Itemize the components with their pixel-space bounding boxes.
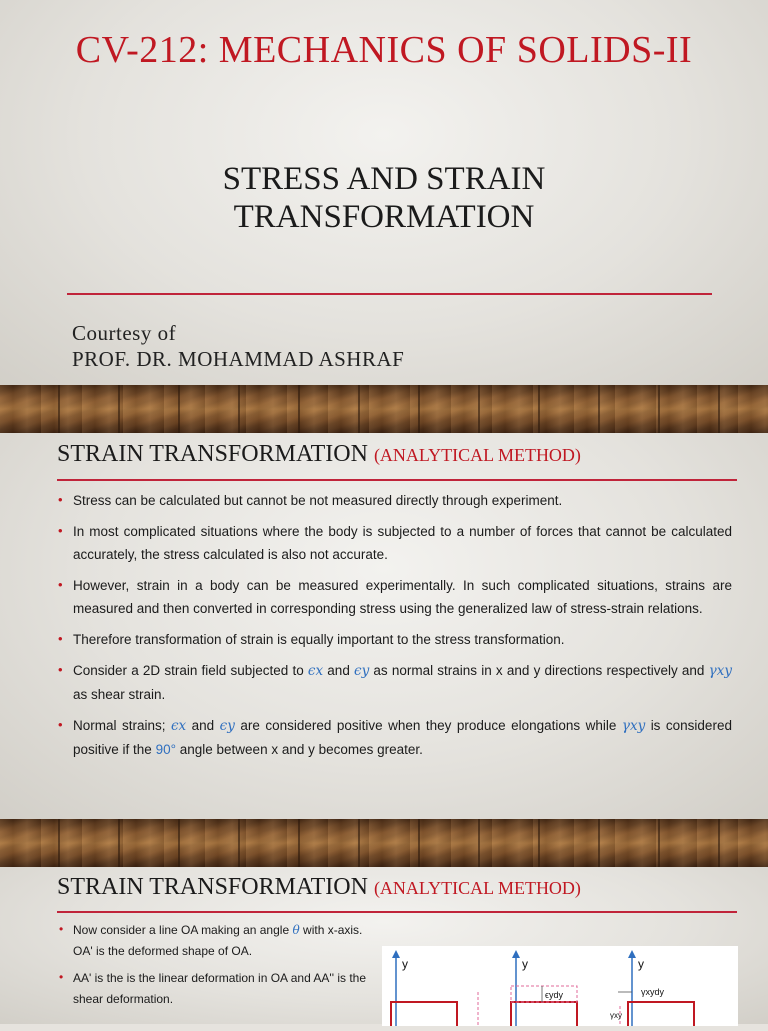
bullet-dot-icon: • (58, 523, 63, 538)
list-item: • In most complicated situations where the body is subjected to a number of forces that cannot be calculated accurately, the stress calculated is also not accurate. (73, 520, 732, 566)
course-title: CV-212: MECHANICS OF SOLIDS-II (75, 29, 693, 71)
symbol-eps-x: ϵx (307, 663, 324, 679)
strain-deformation-figure (382, 946, 738, 1026)
lecture-title-line1: STRESS AND STRAIN (222, 161, 546, 197)
gamma-label: γxy (610, 1011, 622, 1020)
slide2-divider (57, 479, 737, 481)
axis-y-label-2: y (522, 957, 528, 971)
title-slide (0, 0, 768, 385)
symbol-theta: θ (292, 923, 300, 937)
title-divider (67, 293, 712, 295)
slide3-divider (57, 911, 737, 913)
bullet-dot-icon: • (59, 970, 64, 984)
bullet-dot-icon: • (59, 922, 64, 936)
axis-y-label-3: y (638, 957, 644, 971)
slide2-heading-note: (ANALYTICAL METHOD) (373, 445, 581, 465)
gamma-dy-label: γxydy (641, 987, 665, 997)
symbol-eps-x: ϵx (170, 718, 187, 734)
slide2-bullet-list (58, 489, 732, 769)
symbol-gamma-xy: γxy (621, 718, 646, 734)
wood-divider-1 (0, 385, 768, 433)
slide2-heading (57, 441, 581, 468)
figure-svg (382, 946, 738, 1026)
axis-y-label-1: y (402, 957, 408, 971)
list-item: • Consider a 2D strain field subjected to ϵx and ϵy as normal strains in x and y directions respectively and γxy as shear strain. (73, 659, 732, 706)
bullet-dot-icon: • (58, 492, 63, 507)
eps-dy-label: ϵydy (545, 990, 563, 1000)
bullet-dot-icon: • (58, 631, 63, 646)
courtesy-label: Courtesy of (72, 321, 177, 345)
courtesy-block (72, 320, 404, 372)
list-item: • Now consider a line OA making an angle θ with x-axis. OA' is the deformed shape of OA. (73, 920, 376, 962)
symbol-eps-y: ϵy (219, 718, 235, 734)
lecture-title (0, 160, 768, 236)
list-item: • Therefore transformation of strain is equally important to the stress transformation. (73, 628, 732, 651)
bullet-dot-icon: • (58, 577, 63, 592)
author-name: PROF. DR. MOHAMMAD ASHRAF (72, 347, 405, 371)
lecture-title-line2: TRANSFORMATION (233, 199, 535, 235)
symbol-gamma-xy: γxy (708, 663, 732, 679)
wood-divider-2 (0, 819, 768, 867)
slide3-heading (57, 874, 581, 901)
slide2-heading-text: STRAIN TRANSFORMATION (57, 441, 368, 467)
slide3-bullet-list (59, 920, 376, 1016)
list-item: • Stress can be calculated but cannot be not measured directly through experiment. (73, 489, 732, 512)
list-item: • However, strain in a body can be measured experimentally. In such complicated situations, strains are measured and then converted in corresponding stress using the generalized law of stress-strain relations. (73, 574, 732, 620)
element-normal-strain (511, 950, 577, 1026)
bullet-dot-icon: • (58, 662, 63, 677)
bullet-dot-icon: • (58, 717, 63, 732)
slide3-heading-note: (ANALYTICAL METHOD) (373, 878, 581, 898)
slide3-heading-text: STRAIN TRANSFORMATION (57, 874, 368, 900)
symbol-eps-y: ϵy (354, 663, 370, 679)
list-item: • Normal strains; ϵx and ϵy are considered positive when they produce elongations while γxy is considered positive if the 90° angle between x and y becomes greater. (73, 714, 732, 761)
list-item: • AA' is the is the linear deformation in OA and AA'' is the shear deformation. (73, 968, 376, 1010)
angle-90: 90° (155, 742, 176, 757)
